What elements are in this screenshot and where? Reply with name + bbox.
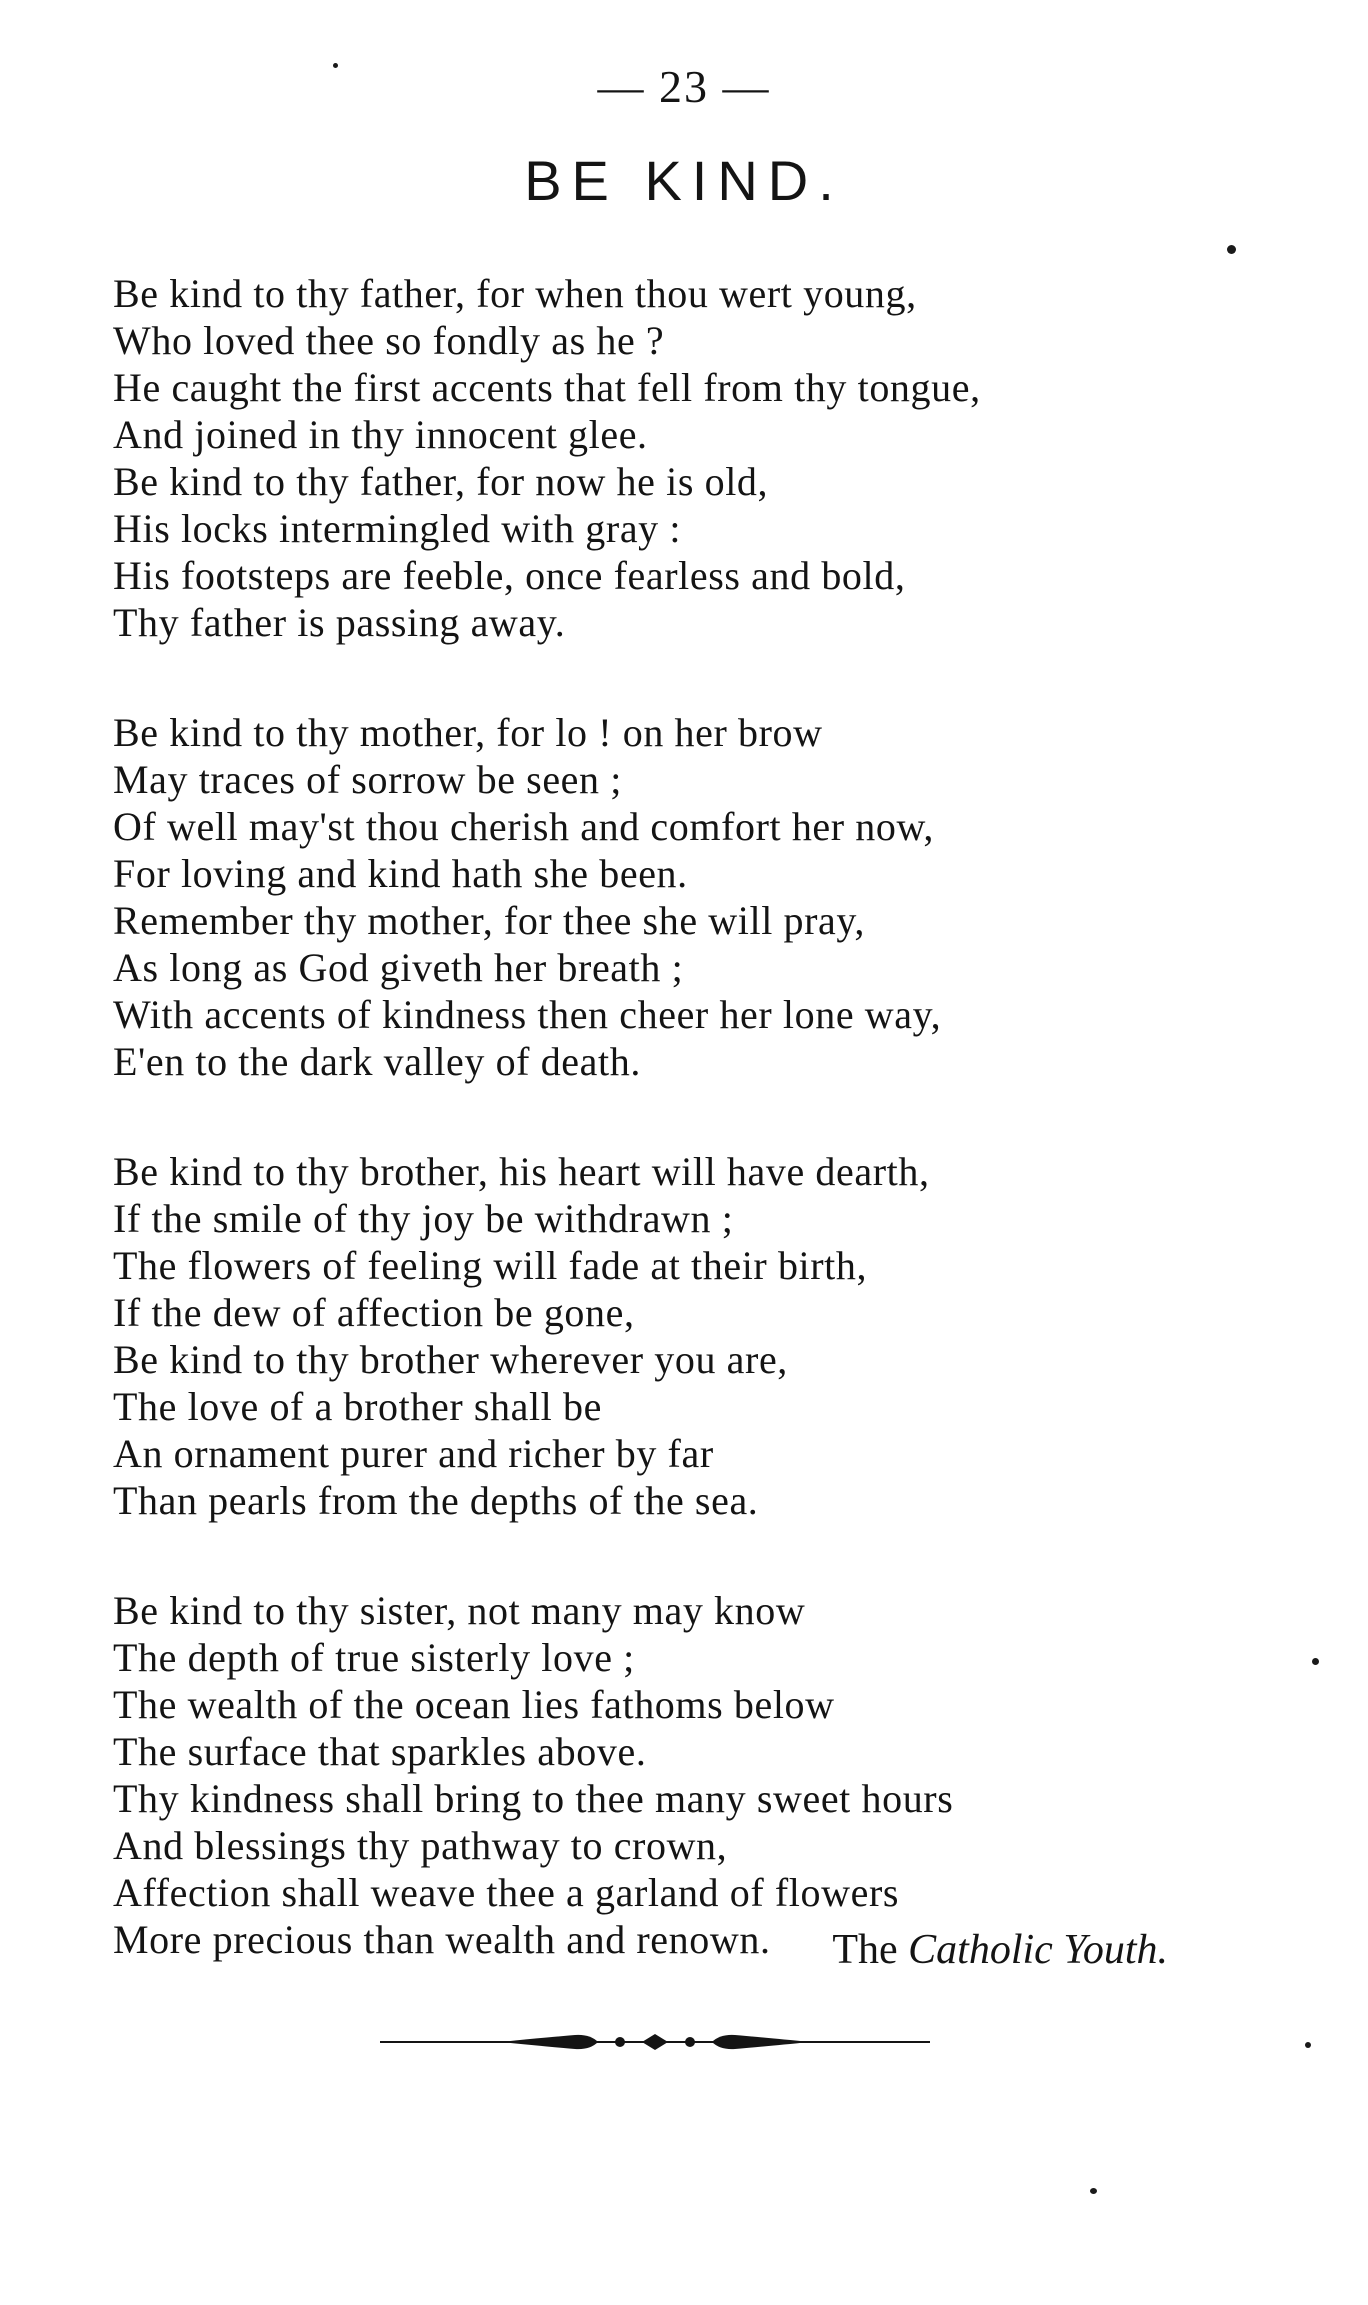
poem-line: If the smile of thy joy be withdrawn ; — [113, 1196, 734, 1241]
poem-line: May traces of sorrow be seen ; — [113, 757, 622, 802]
poem-title: BE KIND. — [524, 149, 844, 212]
stanza — [113, 1148, 1263, 1524]
poem-line: Be kind to thy father, for now he is old, — [113, 459, 769, 504]
ornament-divider — [380, 2030, 930, 2054]
poem-line: Than pearls from the depths of the sea. — [113, 1478, 759, 1523]
poem-line: The love of a brother shall be — [113, 1384, 602, 1429]
poem-line: Who loved thee so fondly as he ? — [113, 318, 665, 363]
poem-line: Thy kindness shall bring to thee many sweet hours — [113, 1776, 954, 1821]
poem-line: The flowers of feeling will fade at their birth, — [113, 1243, 868, 1288]
ink-speck — [333, 63, 338, 68]
stanza — [113, 1587, 1263, 1963]
poem-line: With accents of kindness then cheer her lone way, — [113, 992, 942, 1037]
attribution-prefix: The — [832, 1927, 898, 1973]
poem-line: His locks intermingled with gray : — [113, 506, 682, 551]
poem-line: The wealth of the ocean lies fathoms below — [113, 1682, 835, 1727]
poem-line: An ornament purer and richer by far — [113, 1431, 714, 1476]
poem-line: If the dew of affection be gone, — [113, 1290, 635, 1335]
page-number: — 23 — — [597, 61, 771, 112]
attribution-source: Catholic Youth. — [908, 1927, 1168, 1973]
poem-line: He caught the first accents that fell from thy tongue, — [113, 365, 981, 410]
poem-line: The surface that sparkles above. — [113, 1729, 647, 1774]
ink-speck — [1305, 2042, 1311, 2048]
poem-line: Remember thy mother, for thee she will pray, — [113, 898, 865, 943]
poem-line: Be kind to thy brother wherever you are, — [113, 1337, 788, 1382]
attribution — [832, 1926, 1168, 1974]
poem-line: His footsteps are feeble, once fearless and bold, — [113, 553, 906, 598]
poem-line: Be kind to thy brother, his heart will have dearth, — [113, 1149, 930, 1194]
stanza — [113, 709, 1263, 1085]
ink-speck — [1312, 1658, 1319, 1665]
poem-line: Be kind to thy sister, not many may know — [113, 1588, 806, 1633]
poem-line: Of well may'st thou cherish and comfort her now, — [113, 804, 934, 849]
poem-line: The depth of true sisterly love ; — [113, 1635, 635, 1680]
poem-line: More precious than wealth and renown. — [113, 1917, 771, 1962]
stanza — [113, 270, 1263, 646]
poem-line: Affection shall weave thee a garland of flowers — [113, 1870, 900, 1915]
poem-body — [113, 270, 1263, 2026]
poem-line: And blessings thy pathway to crown, — [113, 1823, 728, 1868]
poem-line: For loving and kind hath she been. — [113, 851, 688, 896]
poem-line: And joined in thy innocent glee. — [113, 412, 648, 457]
poem-line: E'en to the dark valley of death. — [113, 1039, 641, 1084]
ink-speck — [1227, 245, 1236, 254]
poem-line: Be kind to thy mother, for lo ! on her brow — [113, 710, 823, 755]
poem-line: Thy father is passing away. — [113, 600, 566, 645]
ink-speck — [1090, 2188, 1097, 2194]
poem-line: As long as God giveth her breath ; — [113, 945, 684, 990]
poem-line: Be kind to thy father, for when thou wert young, — [113, 271, 917, 316]
